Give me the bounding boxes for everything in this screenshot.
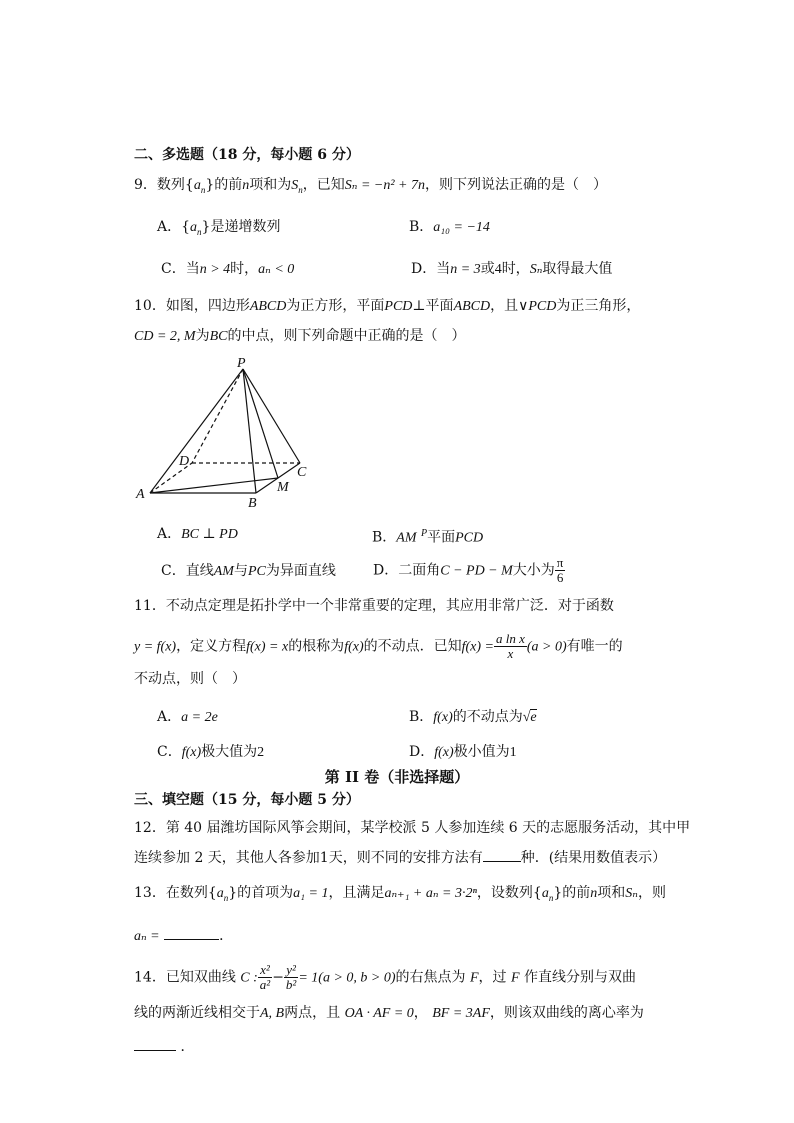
question-10-option-c: C．直线AM与PC为异面直线 bbox=[161, 563, 336, 579]
question-11-stem-line1: 11．不动点定理是拓扑学中一个非常重要的定理，其应用非常广泛．对于函数 bbox=[134, 598, 614, 614]
edge-pd-hidden bbox=[192, 369, 243, 463]
question-9-option-a: A．$\{a_n\}$是递增数列 bbox=[157, 219, 281, 237]
question-9-option-d: D．当n = 3或4时，Sₙ取得最大值 bbox=[411, 261, 613, 277]
question-11-stem-line3: 不动点，则（ ） bbox=[134, 671, 246, 687]
label-p: P bbox=[237, 356, 246, 371]
question-14-line2: 线的两渐近线相交于A, B两点，且 OA · AF = 0， BF = 3AF，则该双曲线的离心率为 bbox=[134, 1005, 644, 1021]
question-14-line1: 14．已知双曲线 C : $\frac{\text{x²}}{\text{a²}}$ − $\frac{\text{y²}}{\text{b²}}$ = 1(a > 0, b > 0)的右焦点为 F，过 F 作直线分别与双曲 bbox=[134, 962, 636, 992]
question-11-option-c: C．f(x)极大值为2 bbox=[157, 744, 265, 760]
label-c: C bbox=[297, 465, 307, 480]
question-9-option-c: C．当n > 4时，aₙ < 0 bbox=[161, 261, 295, 277]
question-12-line1: 12．第 40 届潍坊国际风筝会期间，某学校派 5 人参加连续 6 天的志愿服务活动，其中甲 bbox=[134, 820, 691, 836]
question-13-line1: 13．在数列$\{a_n\}$的首项为a₁ = 1，且满足aₙ₊₁ + aₙ = 3·2ⁿ，设数列$\{a_n\}$的前n项和Sₙ，则 bbox=[134, 885, 666, 903]
question-10-stem-line1: 10．如图，四边形ABCD为正方形，平面PCD⊥平面ABCD，且∨PCD为正三角形， bbox=[134, 298, 641, 314]
question-11-stem-line2: y = f(x)，定义方程f(x) = x的根称为f(x)的不动点．已知f(x) = $\frac{\text{a ln x}}{x}$ (a > 0)有唯一的 bbox=[134, 631, 623, 661]
question-9-option-b: B．a₁₀ = −14 bbox=[409, 219, 490, 235]
label-m: M bbox=[277, 480, 289, 495]
answer-blank-14[interactable] bbox=[134, 1036, 176, 1051]
question-10-option-d: D．二面角C − PD − M大小为 $\frac{\pi}{6}$ bbox=[373, 555, 564, 585]
question-14-line3: ． bbox=[134, 1036, 194, 1057]
question-11-option-a: A．a = 2e bbox=[157, 709, 218, 725]
question-11-option-b: B．f(x)的不动点为√e bbox=[409, 709, 537, 725]
label-d: D bbox=[179, 454, 190, 469]
question-10-option-a: A．BC ⊥ PD bbox=[157, 526, 238, 542]
answer-blank-12[interactable] bbox=[483, 847, 521, 862]
label-a: A bbox=[136, 487, 145, 502]
label-b: B bbox=[248, 496, 257, 511]
question-9-stem: 9．数列$\{a_n\}$的前n项和为$S_n$，已知Sₙ = −n² + 7n，则下列说法正确的是（ ） bbox=[134, 177, 607, 195]
edge-pa bbox=[150, 369, 243, 493]
answer-blank-13[interactable] bbox=[164, 925, 219, 940]
section-heading-fill-in: 三、填空题（15 分，每小题 5 分） bbox=[134, 792, 360, 808]
question-12-line2: 连续参加 2 天，其他人各参加1天，则不同的安排方法有 种．(结果用数值表示） bbox=[134, 847, 666, 868]
question-11-option-d: D．f(x)极小值为1 bbox=[409, 744, 517, 760]
part-2-title: 第 II 卷（非选择题） bbox=[324, 768, 470, 786]
question-10-stem-line2: CD = 2, M为BC的中点，则下列命题中正确的是（ ） bbox=[134, 328, 466, 344]
question-13-line2: aₙ = ． bbox=[134, 925, 233, 947]
pyramid-figure bbox=[130, 355, 320, 515]
section-heading-multiple-choice: 二、多选题（18 分，每小题 6 分） bbox=[134, 147, 360, 163]
question-10-option-b: B．AM $^P$平面PCD bbox=[372, 528, 484, 546]
